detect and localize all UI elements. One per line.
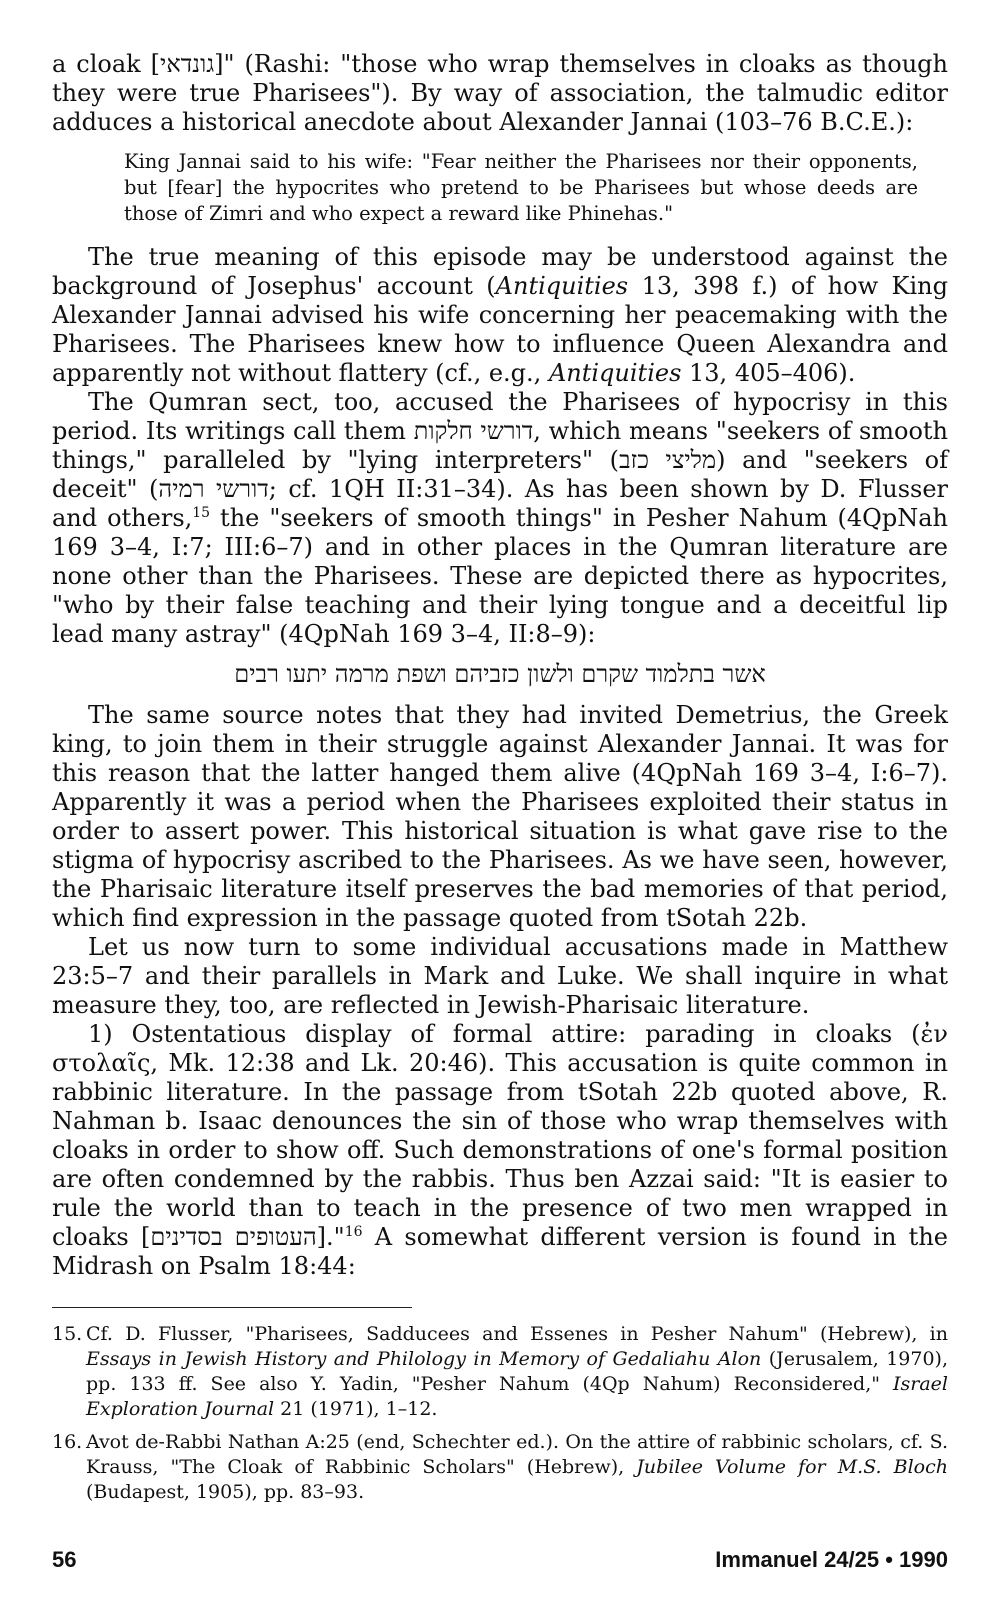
page-footer [52, 1547, 948, 1573]
paragraph-6-text-a: 1) Ostentatious display of formal attire: parading in cloaks (ἐν στολαῖς, Mk. 12:38 and Lk. 20:46). This accusation is quite common in rabbinic literature. In the passage from tSotah 22b quoted above, R. Nahman b. Isaac denounces the sin of those who wrap themselves with cloaks in order to show off. Such demonstrations of one's formal position are often condemned by the rabbis. Thus ben Azzai said: "It is easier to rule the world than to teach in the presence of two men wrapped in cloaks [העטופים בסדינים]." [52, 1020, 948, 1251]
journal-citation: Immanuel 24/25 • 1990 [715, 1547, 948, 1572]
paragraph-2 [52, 243, 948, 388]
footnote-15-text-b: (Jerusalem, 1970), pp. 133 ff. See also Y. Yadin, "Pesher Nahum (4Qp Nahum) Reconsidered," [86, 1348, 949, 1395]
footnote-16-number: 16. [52, 1431, 83, 1453]
footnote-15-text [86, 1322, 948, 1422]
paragraph-2-text-c: 13, 405–406). [681, 359, 856, 387]
footnote-15 [52, 1322, 948, 1422]
paragraph-3-text-a: The Qumran sect, too, accused the Pharisees of hypocrisy in this period. Its writings call them דורשי חלקות, which means "seekers of smooth things," paralleled by "lying interpreters" (מליצי כזב) and "seekers of deceit" (דורשי רמיה; cf. 1QH II:31–34). As has been shown by D. Flusser and others, [52, 388, 949, 532]
paragraph-4: The same source notes that they had invited Demetrius, the Greek king, to join them in their struggle against Alexander Jannai. It was for this reason that the latter hanged them alive (4QpNah 169 3–4, I:6–7). Apparently it was a period when the Pharisees exploited their status in order to assert power. This historical situation is what gave rise to the stigma of hypocrisy ascribed to the Pharisees. As we have seen, however, the Pharisaic literature itself preserves the bad memories of that period, which find expression in the passage quoted from tSotah 22b. [52, 701, 948, 932]
footnote-ref-15: 15 [192, 505, 211, 521]
footnote-15-text-a: Cf. D. Flusser, "Pharisees, Sadducees and Essenes in Pesher Nahum" (Hebrew), in [86, 1323, 948, 1345]
page-content [52, 50, 948, 1513]
footnote-16-text-b: (Budapest, 1905), pp. 83–93. [86, 1481, 365, 1503]
footnote-ref-16: 16 [344, 1224, 363, 1240]
footnote-16-title-1: Jubilee Volume for M.S. Bloch [636, 1456, 948, 1478]
footnote-16-text [86, 1430, 948, 1505]
footnote-16-text-a: Avot de-Rabbi Nathan A:25 (end, Schechter ed.). On the attire of rabbinic scholars, cf. S. Krauss, "The Cloak of Rabbinic Scholars" (Hebrew), [86, 1431, 948, 1478]
footnote-15-title-2: Israel Exploration Journal [86, 1373, 948, 1420]
block-quote-jannai: King Jannai said to his wife: "Fear neither the Pharisees nor their opponents, but [fear] the hypocrites who pretend to be Pharisees but whose deeds are those of Zimri and who expect a reward like Phinehas." [124, 150, 918, 225]
footnote-15-text-c: 21 (1971), 1–12. [274, 1398, 438, 1420]
paragraph-2-text-b: 13, 398 f.) of how King Alexander Jannai advised his wife concerning her peacemaking with the Pharisees. The Pharisees knew how to influence Queen Alexandra and apparently not without flattery (cf., e.g., [52, 272, 948, 387]
footnote-divider [52, 1307, 412, 1308]
paragraph-6-text-b: A somewhat different version is found in the Midrash on Psalm 18:44: [52, 1223, 948, 1280]
footnote-16 [52, 1430, 948, 1505]
footnote-15-title-1: Essays in Jewish History and Philology in Memory of Gedaliahu Alon [86, 1348, 762, 1370]
paragraph-5: Let us now turn to some individual accusations made in Matthew 23:5–7 and their parallels in Mark and Luke. We shall inquire in what measure they, too, are reflected in Jewish-Pharisaic literature. [52, 933, 948, 1019]
paragraph-3-text-b: the "seekers of smooth things" in Pesher Nahum (4QpNah 169 3–4, I:7; III:6–7) and in other places in the Qumran literature are none other than the Pharisees. These are depicted there as hypocrites, "who by their false teaching and their lying tongue and a deceitful lip lead many astray" (4QpNah 169 3–4, II:8–9): [52, 504, 948, 648]
hebrew-quotation: אשר בתלמוד שקרם ולשון כזביהם ושפת מרמה יתעו רבים [234, 660, 766, 688]
paragraph-6 [52, 1020, 948, 1281]
paragraph-3 [52, 388, 948, 649]
citation-antiquities-2: Antiquities [548, 359, 682, 387]
footnote-15-number: 15. [52, 1323, 83, 1345]
citation-antiquities-1: Antiquities [495, 272, 629, 300]
paragraph-1: a cloak [גונדאי]" (Rashi: "those who wrap themselves in cloaks as though they were true Pharisees"). By way of association, the talmudic editor adduces a historical anecdote about Alexander Jannai (103–76 B.C.E.): [52, 50, 948, 136]
paragraph-2-text-a: The true meaning of this episode may be understood against the background of Josephus' account ( [52, 243, 948, 300]
page-number: 56 [52, 1547, 77, 1572]
